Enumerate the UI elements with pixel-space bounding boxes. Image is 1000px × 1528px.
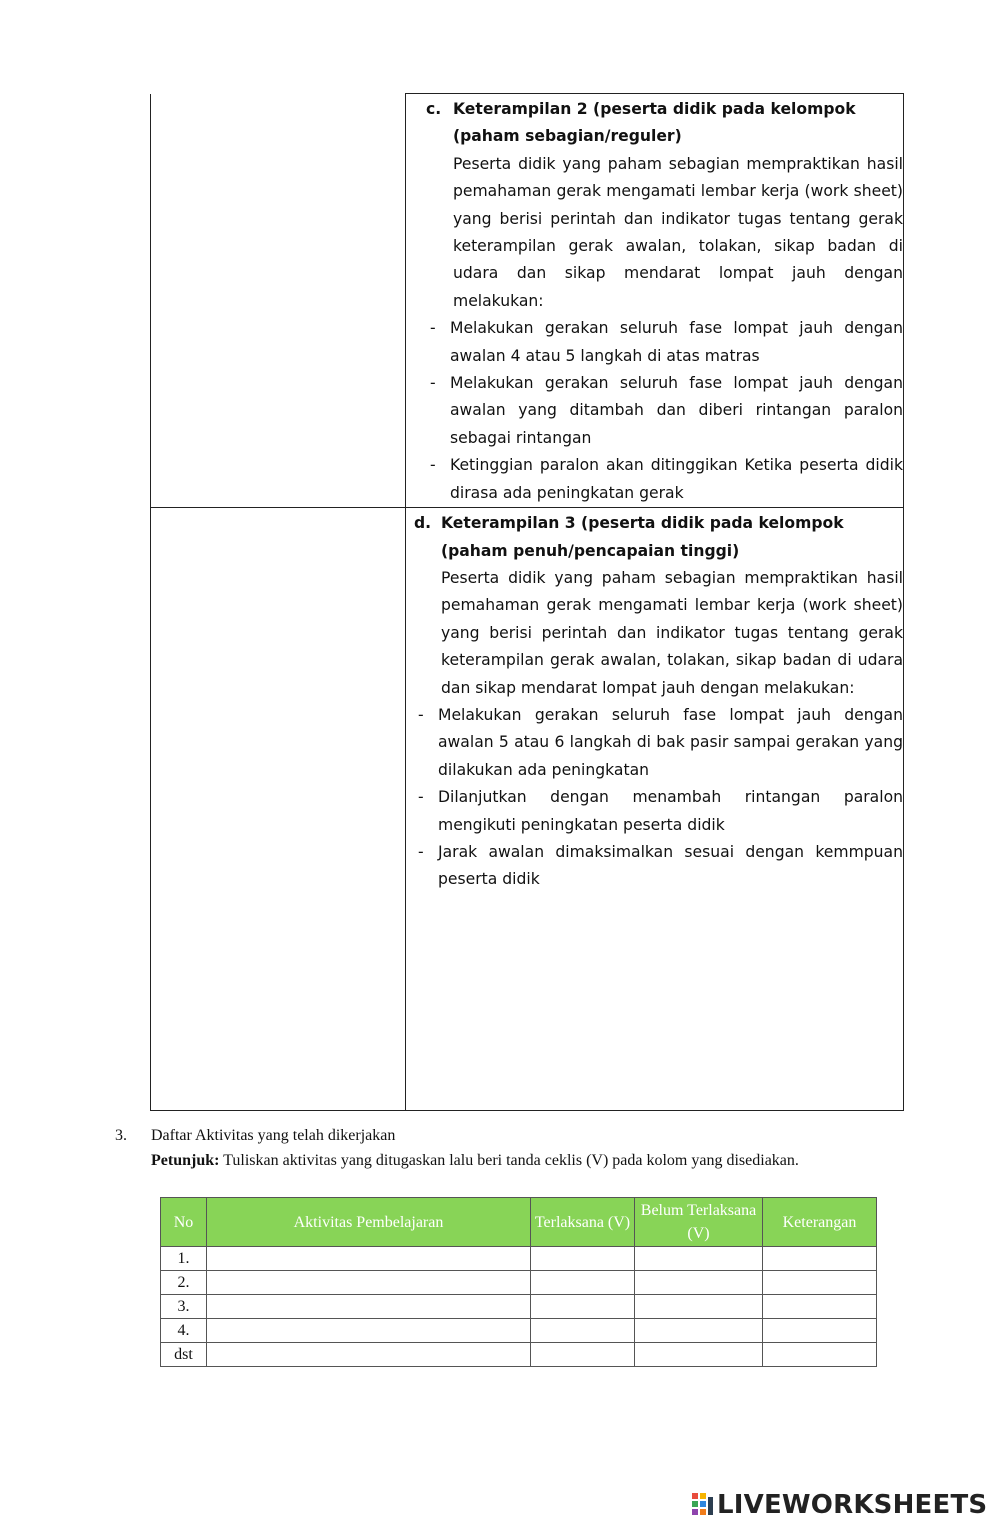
section-number: 3. [115,1127,127,1144]
table-header-row [161,1198,877,1247]
lesson-row-d-left-cell [151,508,406,1111]
belum-terlaksana-cell[interactable] [635,1295,763,1319]
liveworksheets-logo [692,1490,987,1520]
terlaksana-cell[interactable] [531,1247,635,1271]
item-c-letter: c. [426,100,442,118]
header-belum-terlaksana: Belum Terlaksana (V) [635,1198,763,1247]
item-d-bullet-list [414,702,903,894]
item-c-title: Keterampilan 2 (peserta didik pada kelompok (paham sebagian/reguler) [453,100,856,146]
bullet-text: Melakukan gerakan seluruh fase lompat jauh dengan awalan 5 atau 6 langkah di bak pasir sampai gerakan yang dilakukan ada peningkatan [438,705,903,779]
section-instruction [151,1149,915,1174]
bullet-text: Melakukan gerakan seluruh fase lompat jauh dengan awalan 4 atau 5 langkah di atas matras [450,319,903,365]
table-row [161,1319,877,1343]
belum-terlaksana-cell[interactable] [635,1319,763,1343]
header-aktivitas: Aktivitas Pembelajaran [207,1198,531,1247]
bullet-text: Ketinggian paralon akan ditinggikan Ketika peserta didik dirasa ada peningkatan gerak [450,456,903,502]
header-no: No [161,1198,207,1247]
row-number: 2. [161,1271,207,1295]
lesson-row-d [151,508,904,1111]
item-d-paragraph: Peserta didik yang paham sebagian mempraktikan hasil pemahaman gerak mengamati lembar kerja (work sheet) yang berisi perintah dan indikator tugas tentang gerak keterampilan gerak awalan, tolakan, sikap badan di udara dan sikap mendarat lompat jauh dengan melakukan: [441,568,903,697]
terlaksana-cell[interactable] [531,1343,635,1367]
keterangan-cell[interactable] [763,1271,877,1295]
aktivitas-cell[interactable] [207,1271,531,1295]
aktivitas-cell[interactable] [207,1295,531,1319]
row-number: 4. [161,1319,207,1343]
keterangan-cell[interactable] [763,1295,877,1319]
lesson-table [150,93,904,1111]
belum-terlaksana-cell[interactable] [635,1271,763,1295]
liveworksheets-logo-icon [692,1493,714,1517]
row-number: dst [161,1343,207,1367]
lesson-row-d-right-cell [406,508,904,1111]
bullet-dash: - [418,788,424,807]
aktivitas-cell[interactable] [207,1343,531,1367]
section-3 [115,1124,915,1173]
item-d-letter: d. [414,514,432,533]
bullet-dash: - [430,374,436,393]
bullet-text: Dilanjutkan dengan menambah rintangan paralon mengikuti peningkatan peserta didik [438,788,903,834]
list-item [426,452,903,507]
terlaksana-cell[interactable] [531,1295,635,1319]
list-item [426,315,903,370]
item-c-paragraph: Peserta didik yang paham sebagian mempraktikan hasil pemahaman gerak mengamati lembar kerja (work sheet) yang berisi perintah dan indikator tugas tentang gerak keterampilan gerak awalan, tolakan, sikap badan di udara dan sikap mendarat lompat jauh dengan melakukan: [453,154,903,310]
header-terlaksana: Terlaksana (V) [531,1198,635,1247]
keterangan-cell[interactable] [763,1319,877,1343]
belum-terlaksana-cell[interactable] [635,1247,763,1271]
lesson-row-c-right-cell [406,94,904,508]
table-row [161,1295,877,1319]
activity-table [160,1197,877,1367]
list-item [414,702,903,784]
terlaksana-cell[interactable] [531,1319,635,1343]
table-row [161,1271,877,1295]
bullet-dash: - [418,842,424,861]
bullet-dash: - [430,456,436,475]
instruction-text: Tuliskan aktivitas yang ditugaskan lalu beri tanda ceklis (V) pada kolom yang disediakan. [223,1151,799,1169]
list-item [414,784,903,839]
section-title: Daftar Aktivitas yang telah dikerjakan [151,1127,396,1144]
liveworksheets-logo-text: LIVEWORKSHEETS [717,1490,988,1520]
item-d-title: Keterampilan 3 (peserta didik pada kelompok (paham penuh/pencapaian tinggi) [441,514,844,560]
bullet-dash: - [430,319,436,338]
item-c-bullet-list [426,315,903,507]
terlaksana-cell[interactable] [531,1271,635,1295]
row-number: 1. [161,1247,207,1271]
table-row [161,1343,877,1367]
list-item [414,839,903,894]
lesson-row-c [151,94,904,508]
keterangan-cell[interactable] [763,1247,877,1271]
row-number: 3. [161,1295,207,1319]
instruction-label: Petunjuk: [151,1151,220,1169]
header-keterangan: Keterangan [763,1198,877,1247]
bullet-text: Jarak awalan dimaksimalkan sesuai dengan kemmpuan peserta didik [438,842,903,889]
belum-terlaksana-cell[interactable] [635,1343,763,1367]
bullet-dash: - [418,705,424,724]
lesson-row-c-left-cell [151,94,406,508]
keterangan-cell[interactable] [763,1343,877,1367]
list-item [426,370,903,452]
table-row [161,1247,877,1271]
aktivitas-cell[interactable] [207,1247,531,1271]
aktivitas-cell[interactable] [207,1319,531,1343]
bullet-text: Melakukan gerakan seluruh fase lompat jauh dengan awalan yang ditambah dan diberi rintangan paralon sebagai rintangan [450,374,903,447]
